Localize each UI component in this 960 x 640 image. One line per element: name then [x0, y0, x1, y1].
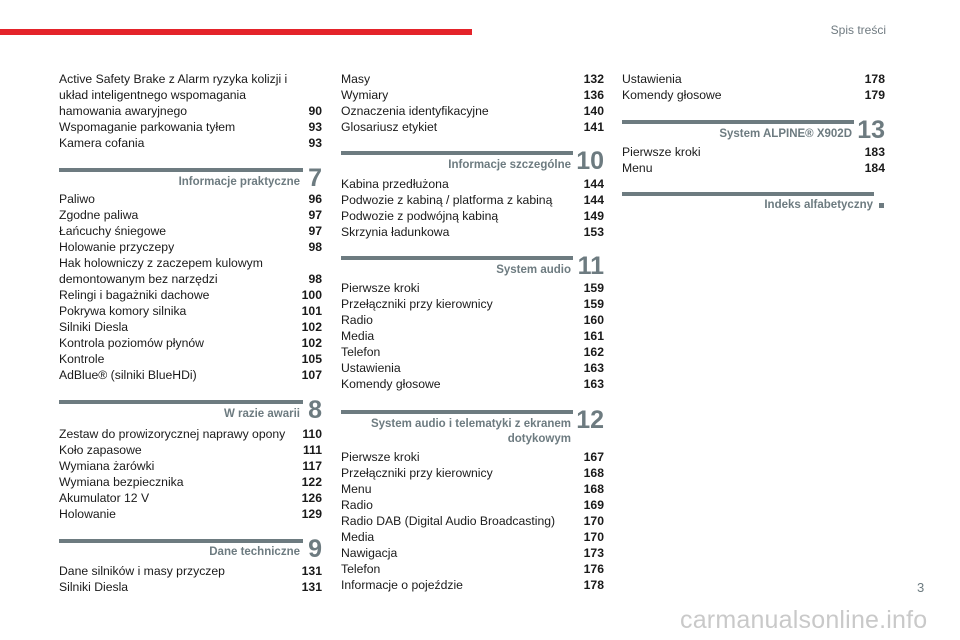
toc-entry-title: Menu [622, 161, 653, 175]
toc-entry[interactable] [341, 103, 604, 119]
toc-entry[interactable] [59, 579, 322, 595]
toc-entry[interactable] [59, 135, 322, 151]
toc-entry[interactable] [341, 328, 604, 344]
toc-entry-title: Kontrole [59, 352, 105, 366]
toc-entry-title: Kontrola poziomów płynów [59, 336, 204, 350]
toc-entry[interactable] [341, 465, 604, 481]
toc-entry-title: Oznaczenia identyfikacyjne [341, 104, 489, 118]
toc-entry[interactable] [341, 577, 604, 593]
toc-entry-title: Komendy głosowe [622, 88, 722, 102]
toc-entry[interactable] [59, 287, 322, 303]
toc-entry-title: Akumulator 12 V [59, 491, 150, 505]
toc-entry-page: 161 [583, 329, 604, 343]
toc-entry-page: 131 [301, 580, 322, 594]
toc-entry-page: 96 [308, 192, 322, 206]
toc-entry-title: Media [341, 329, 375, 343]
toc-entry-title: Active Safety Brake z Alarm ryzyka kolizji i układ inteligentnego wspomagania hamowania awaryjnego [59, 72, 288, 118]
toc-entry-title: Radio [341, 498, 373, 512]
toc-entry[interactable] [341, 360, 604, 376]
toc-entry-title: Ustawienia [341, 361, 401, 375]
toc-entry[interactable] [341, 208, 604, 224]
section-rule [341, 256, 573, 260]
section-rule [341, 410, 573, 414]
toc-entry-page: 169 [583, 498, 604, 512]
section-number: 11 [577, 252, 604, 280]
toc-entry-title: Glosariusz etykiet [341, 120, 438, 134]
toc-entry-page: 93 [308, 120, 322, 134]
toc-entry[interactable] [59, 351, 322, 367]
toc-entry[interactable] [341, 192, 604, 208]
section-number: 7 [308, 164, 322, 192]
toc-entry-page: 90 [308, 104, 322, 118]
section-rule [341, 151, 573, 155]
toc-entry-title: Skrzynia ładunkowa [341, 225, 450, 239]
toc-entry-title: Silniki Diesla [59, 580, 129, 594]
toc-entry-page: 170 [583, 530, 604, 544]
toc-entry-title: Łańcuchy śniegowe [59, 224, 167, 238]
toc-entry[interactable] [59, 563, 322, 579]
toc-entry-page: 98 [308, 272, 322, 286]
toc-entry-title: Relingi i bagażniki dachowe [59, 288, 210, 302]
toc-entry-page: 110 [302, 427, 322, 441]
toc-entry-page: 179 [864, 88, 885, 102]
section-rule [59, 539, 303, 543]
toc-entry-page: 144 [583, 177, 604, 191]
section-number: 10 [576, 147, 604, 175]
toc-entry[interactable] [59, 474, 322, 490]
toc-entry[interactable] [341, 497, 604, 513]
toc-entry[interactable] [59, 191, 322, 207]
section-title: Dane techniczne [209, 546, 300, 558]
toc-entry-page: 178 [864, 72, 885, 86]
toc-entry-title: Holowanie [59, 507, 116, 521]
toc-entry-title: Dane silników i masy przyczep [59, 564, 225, 578]
toc-entry-page: 129 [301, 507, 322, 521]
section-title: Informacje szczególne [448, 159, 571, 171]
section-title: System audio [496, 264, 571, 276]
toc-entry-title: Telefon [341, 345, 381, 359]
section-number: 9 [308, 535, 322, 563]
toc-entry-title: Nawigacja [341, 546, 398, 560]
toc-entry-page: 176 [583, 562, 604, 576]
toc-entry-title: Silniki Diesla [59, 320, 129, 334]
toc-entry[interactable] [59, 367, 322, 383]
toc-entry-title: Pokrywa komory silnika [59, 304, 187, 318]
toc-entry-page: 159 [583, 297, 604, 311]
section-rule [622, 120, 854, 124]
toc-entry-page: 101 [301, 304, 322, 318]
toc-entry-title: Kabina przedłużona [341, 177, 449, 191]
toc-entry-page: 136 [583, 88, 604, 102]
toc-entry-title: Hak holowniczy z zaczepem kulowym demontowanym bez narzędzi [59, 256, 263, 286]
toc-entry-page: 97 [308, 208, 322, 222]
toc-entry-title: Zgodne paliwa [59, 208, 139, 222]
toc-entry[interactable] [341, 87, 604, 103]
toc-entry-page: 102 [301, 320, 322, 334]
page-header-title: Spis treści [830, 23, 886, 37]
toc-entry[interactable] [341, 529, 604, 545]
section-number: 8 [308, 396, 322, 424]
toc-entry-title: Radio [341, 313, 373, 327]
toc-entry[interactable] [59, 442, 322, 458]
toc-entry-page: 140 [583, 104, 604, 118]
toc-entry-page: 105 [301, 352, 322, 366]
toc-entry-title: Wymiana żarówki [59, 459, 155, 473]
toc-entry-page: 97 [308, 224, 322, 238]
toc-entry-page: 168 [583, 482, 604, 496]
toc-entry-title: Zestaw do prowizorycznej naprawy opony [59, 427, 286, 441]
toc-entry-title: Menu [341, 482, 372, 496]
toc-entry[interactable] [59, 319, 322, 335]
toc-entry[interactable] [622, 71, 885, 87]
toc-entry-page: 117 [302, 459, 322, 473]
toc-entry[interactable] [341, 376, 604, 392]
toc-entry-page: 183 [864, 145, 885, 159]
toc-entry-title: Podwozie z kabiną / platforma z kabiną [341, 193, 553, 207]
toc-entry-title: Media [341, 530, 375, 544]
toc-entry-page: 111 [303, 443, 322, 457]
toc-entry[interactable] [59, 239, 322, 255]
toc-entry-title: Radio DAB (Digital Audio Broadcasting) [341, 514, 556, 528]
toc-entry-page: 100 [301, 288, 322, 302]
toc-entry-page: 122 [301, 475, 322, 489]
toc-entry-title: Przełączniki przy kierownicy [341, 466, 493, 480]
toc-entry-title: Wymiary [341, 88, 389, 102]
toc-entry-page: 93 [308, 136, 322, 150]
toc-entry-page: 170 [583, 514, 604, 528]
toc-entry[interactable] [341, 545, 604, 561]
page-number: 3 [917, 580, 925, 595]
toc-entry-page: 102 [301, 336, 322, 350]
toc-entry[interactable] [59, 71, 322, 119]
toc-entry[interactable] [59, 335, 322, 351]
section-title: Informacje praktyczne [178, 176, 300, 188]
toc-entry[interactable] [59, 223, 322, 239]
toc-entry[interactable] [59, 255, 322, 287]
toc-entry[interactable] [59, 303, 322, 319]
toc-entry-page: 159 [583, 281, 604, 295]
toc-entry-page: 141 [583, 120, 604, 134]
toc-entry-title: Paliwo [59, 192, 95, 206]
toc-entry-page: 163 [583, 377, 604, 391]
toc-entry-title: Informacje o pojeździe [341, 578, 463, 592]
toc-entry-title: Pierwsze kroki [341, 450, 420, 464]
toc-entry-page: 163 [583, 361, 604, 375]
toc-entry[interactable] [59, 458, 322, 474]
toc-entry-title: Ustawienia [622, 72, 682, 86]
section-rule [622, 192, 874, 196]
toc-entry[interactable] [622, 87, 885, 103]
header-accent-bar [0, 29, 472, 35]
toc-entry-title: Masy [341, 72, 371, 86]
section-title: W razie awarii [223, 408, 300, 420]
toc-entry-title: Kamera cofania [59, 136, 145, 150]
toc-entry-page: 132 [583, 72, 604, 86]
toc-entry-page: 98 [308, 240, 322, 254]
toc-entry-title: AdBlue® (silniki BlueHDi) [59, 368, 197, 382]
toc-entry-title: Telefon [341, 562, 381, 576]
toc-entry[interactable] [341, 312, 604, 328]
toc-entry[interactable] [341, 561, 604, 577]
toc-entry[interactable] [59, 426, 322, 442]
toc-entry[interactable] [59, 119, 322, 135]
toc-entry[interactable] [341, 280, 604, 296]
toc-entry-title: Wymiana bezpiecznika [59, 475, 184, 489]
toc-entry-title: Pierwsze kroki [622, 145, 701, 159]
toc-entry-page: 184 [864, 161, 885, 175]
toc-entry[interactable] [341, 296, 604, 312]
toc-entry[interactable] [622, 144, 885, 160]
section-title: Indeks alfabetyczny [764, 199, 873, 211]
toc-entry[interactable] [341, 513, 604, 529]
toc-entry[interactable] [341, 344, 604, 360]
toc-entry[interactable] [59, 207, 322, 223]
toc-entry-page: 131 [301, 564, 322, 578]
toc-entry-title: Koło zapasowe [59, 443, 142, 457]
section-rule [59, 400, 303, 404]
toc-entry[interactable] [341, 71, 604, 87]
section-title: System audio i telematyki z ekranem dotykowym [370, 418, 571, 445]
toc-entry-title: Komendy głosowe [341, 377, 441, 391]
toc-entry-page: 107 [301, 368, 322, 382]
toc-entry[interactable] [341, 119, 604, 135]
toc-entry-page: 153 [583, 225, 604, 239]
toc-entry[interactable] [59, 490, 322, 506]
toc-entry-page: 168 [583, 466, 604, 480]
section-title: System ALPINE® X902D [719, 128, 852, 140]
toc-entry[interactable] [341, 224, 604, 240]
toc-entry-title: Przełączniki przy kierownicy [341, 297, 493, 311]
toc-entry-page: 144 [583, 193, 604, 207]
section-rule [59, 168, 303, 172]
toc-entry-page: 178 [583, 578, 604, 592]
toc-entry-title: Podwozie z podwójną kabiną [341, 209, 499, 223]
toc-entry-page: 149 [583, 209, 604, 223]
toc-entry[interactable] [341, 176, 604, 192]
square-bullet-icon [879, 203, 884, 208]
toc-entry-page: 162 [583, 345, 604, 359]
toc-entry-page: 173 [583, 546, 604, 560]
toc-entry[interactable] [622, 160, 885, 176]
section-number: 13 [857, 116, 885, 144]
toc-entry-title: Wspomaganie parkowania tyłem [59, 120, 236, 134]
toc-entry[interactable] [59, 506, 322, 522]
toc-entry[interactable] [341, 449, 604, 465]
toc-entry-title: Pierwsze kroki [341, 281, 420, 295]
toc-entry-title: Holowanie przyczepy [59, 240, 175, 254]
toc-entry-page: 167 [583, 450, 604, 464]
toc-entry-page: 160 [583, 313, 604, 327]
toc-entry[interactable] [341, 481, 604, 497]
section-number: 12 [576, 406, 604, 434]
toc-entry-page: 126 [301, 491, 322, 505]
watermark: carmanualsonline.info [680, 606, 928, 634]
